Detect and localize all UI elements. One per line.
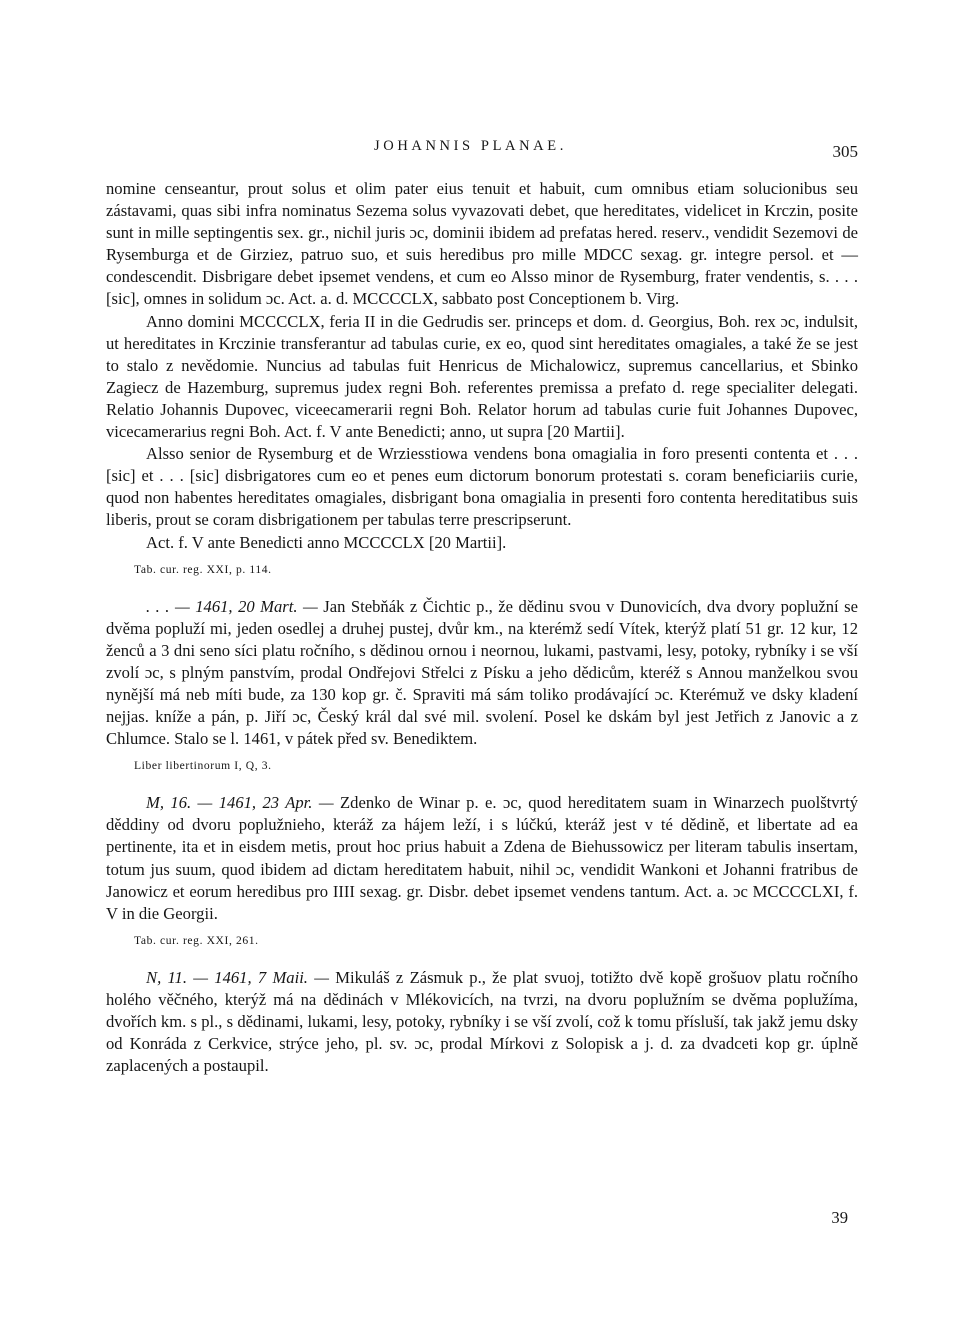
entry1-paragraph-3: Alsso senior de Rysemburg et de Wrziesstiowa vendens bona omagialia in foro presenti contenta et . . . [sic] et . . . [sic] disbrigatores cum eo et penes eum dictorum bonorum protestati s. coram beneficiariis curie, quod non habentes hereditates omagiales, disbrigant bona omagialia in presenti foro contenta hereditatibus suis liberis, prout se coram disbrigationem per tabulas terre prescripserunt. [106,444,858,530]
entry2-source: Liber libertinorum I, Q, 3. [134,759,272,773]
running-head [106,138,858,162]
entry2-paragraph [106,596,858,751]
entry1-source: Tab. cur. reg. XXI, p. 114. [134,562,272,576]
entry3-text: Zdenko de Winar p. e. ɔc, quod hereditatem suam in Winarzech puolštvrtý děddiny od dvoru poplužnieho, kteráž za hájem leží, i s lúčkú, kteráž jest v té dědině, et libertate ad ea pertinente, ita et in eisdem metis, prout hoc prius habuit a Zdena de Biehussowicz per literam tabulis insertam, totum jus suum, quod ibidem ad dictam hereditatem habuit, nihil ɔc, vendidit Wankoni et Johanni fratribus de Janowicz et eorum heredibus pro IIII sexag. gr. Disbr. debet ipsemet vendens tantum. Act. a. ɔc MCCCCLXI, f. V in die Georgii. [106,793,858,923]
entry3-paragraph [106,792,858,925]
running-head-title: JOHANNIS PLANAE. [374,138,567,154]
entry1-paragraph-4: Act. f. V ante Benedicti anno MCCCCLX [20 Martii]. [146,532,507,552]
page-body [106,178,858,1077]
entry3-source: Tab. cur. reg. XXI, 261. [134,933,259,947]
entry4-text: Mikuláš z Zásmuk p., že plat svuoj, totižto dvě kopě grošuov platu ročního holého věčného, kterýž má na dědinách v Mlékovicích, na tvrzi, na dvoru poplužním se dvěma poplužíma, dvořích km. s pl., s dědinami, lukami, lesy, potoky, rybníky i se vší zvolí, což k tomu přísluší, tak jakž jemu dsky od Konráda z Cerkvice, strýce jeho, pl. sv. ɔc, prodal Mírkovi z Solopisk a j. d. za dvadceti kop gr. úplně zaplacených a postaupil. [106,967,858,1076]
entry3-heading: M, 16. — 1461, 23 Apr. — [146,793,334,813]
entry2-text: Jan Stebňák z Čichtic p., že dědinu svou v Dunovicích, dva dvory poplužní se dvěma popluží mi, jeden osedlej a druhej pustej, dvůr km., na kterémž sedí Vítek, kterýž platí 51 gr. 12 kur, 12 ženců a 3 dni seno síci platu ročního, s dědinou ornou i neornou, lukami, pastvami, lesy, potoky, rybníky i se vší zvolí ɔc, s plným panstvím, prodal Ondřejovi Střelci z Písku a jeho dědicům, kteréž s Annou manželkou svou nynější má neb míti bude, za 130 kop gr. č. Spraviti má sám toliko prodávající ɔc. Kterémuž ve dsky kladení nejjas. kníže a pán, p. Jiří ɔc, Český král dal své mil. svolení. Posel ke dskám byl jest Jetřich z Janovic a z Chlumce. Stalo se l. 1461, v pátek před sv. Benediktem. [106,596,858,749]
entry1-paragraph-2: Anno domini MCCCCLX, feria II in die Gedrudis ser. princeps et dom. d. Georgius, Boh. rex ɔc, indulsit, ut hereditates in Krczinie transferantur ad tabulas curie, ex eo, quod sint hereditates omagiales, a také že se jest to stalo z nevědomie. Nuncius ad tabulas fuit Henricus de Michalowicz, supremus cancellarius, et Sbinko Zagiecz de Hazemburg, supremus judex regni Boh. referentes premissa a prefato d. rege specialiter delegati. Relatio Johannis Dupovec, viceecamerarii regni Boh. Relator horum ad tabulas curie fuit Johannes Dupovec, vicecamerarius regni Boh. Act. f. V ante Benedicti; anno, ut supra [20 Martii]. [106,311,858,442]
entry1-paragraph-1: nomine censeantur, prout solus et olim pater eius tenuit et habuit, cum omnibus etiam solucionibus seu zástavami, quas sibi infra nominatus Sezema solus vyvazovati debet, que hereditates, videlicet in Krczin, posite sunt in mille septingentis sex. gr., nichil juris ɔc, dominii ibidem ad prefatas hered. reserv., vendidit Sezemovi de Rysemburga et de Girziez, patruo suo, et suis heredibus pro mille MDCC sexag. gr. integre persol. et — condescendit. Disbrigare debet ipsemet vendens, et cum eo Alsso minor de Rysemburg, frater vendentis, s. . . . [sic], omnes in solidum ɔc. Act. a. d. MCCCCLX, sabbato post Conceptionem b. Virg. [106,179,858,309]
entry2-heading: . . . — 1461, 20 Mart. — [146,596,318,616]
page-number: 305 [832,142,858,161]
entry4-heading: N, 11. — 1461, 7 Maii. — [146,967,329,987]
signature-mark: 39 [831,1208,848,1227]
entry4-paragraph [106,967,858,1077]
